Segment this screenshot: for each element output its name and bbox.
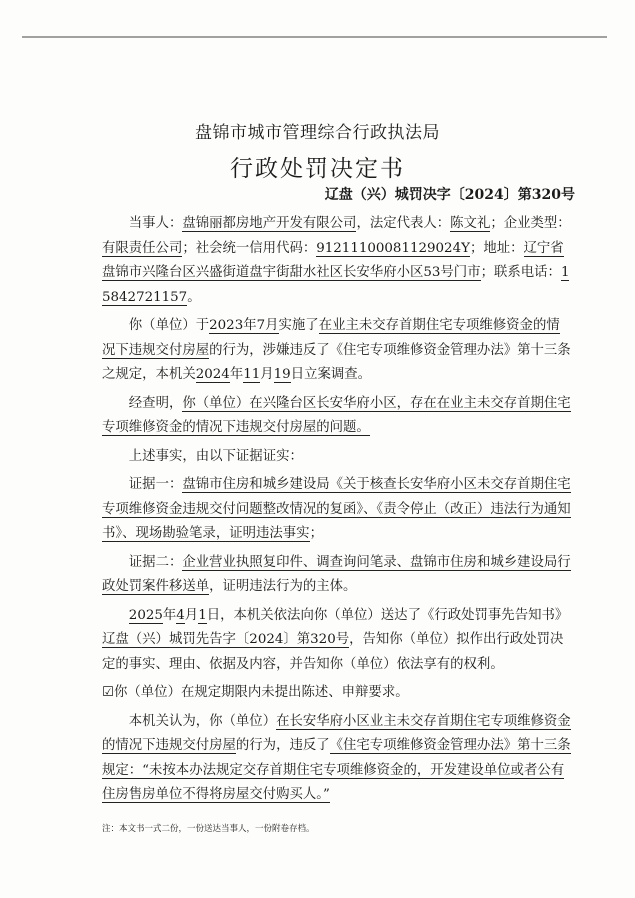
paragraph-conclusion <box>102 710 572 808</box>
paragraph-evidence-1 <box>102 473 572 547</box>
p1-d: 年 <box>229 367 244 382</box>
p1-b: 实施了 <box>278 318 319 333</box>
p6-b: 的行为，违反了 <box>235 738 330 753</box>
party-paragraph <box>102 212 572 310</box>
p5-text: 你（单位）在规定期限内未提出陈述、申辩要求。 <box>114 685 409 700</box>
p2-a: 经查明， <box>128 395 183 411</box>
paragraph-case-filing <box>102 314 572 388</box>
p4-c: 日，本机关依法向你（单位）送达了《行政处罚事先告知书》 <box>206 607 569 623</box>
legal-rep: 陈文礼 <box>450 216 491 231</box>
address-label: ；地址： <box>469 240 524 256</box>
paragraph-no-statement <box>102 681 572 706</box>
p4-year: 2025 <box>128 607 163 623</box>
p1-date: 2023年7月 <box>209 318 279 333</box>
credit-label: ；社会统一信用代码： <box>182 240 317 256</box>
p4-d: ，告知你（单位）拟作出行政处罚决定的事实、理由、依据及内容，并告知你（单位）依法享有的权利。 <box>102 632 564 672</box>
evidence1-label: 证据一： <box>128 477 183 492</box>
p6-a: 本机关认为，你（单位） <box>128 713 277 729</box>
paragraph-evidence-2 <box>102 551 572 600</box>
p4-a: 年 <box>162 607 177 623</box>
p4-b: 月 <box>184 607 199 623</box>
p4-month: 4 <box>176 607 185 623</box>
issuer-name: 盘锦市城市管理综合行政执法局 <box>195 123 440 143</box>
legal-rep-label: ，法定代表人： <box>356 216 451 231</box>
p1-day: 19 <box>273 367 291 382</box>
document-body <box>102 212 572 812</box>
p6-law: 《住宅专项维修资金管理办法》第十三条规定：“未按本办法规定交存首期住宅专项维修资金的，开发建设单位或者公有住房售房单位不得将房屋交付购买人。” <box>102 738 571 802</box>
evidence1-end: ； <box>309 526 323 541</box>
p2-finding: 你（单位）在兴隆台区长安华府小区，存在在业主未交存首期住宅专项维修资金的情况下违规交付房屋的问题。 <box>102 395 571 435</box>
type-label: ；企业类型： <box>490 216 571 231</box>
p1-c: 的行为，涉嫌违反了《住宅专项维修资金管理办法》第十三条之规定，本机关 <box>102 342 571 382</box>
paragraph-notice <box>102 604 572 678</box>
party-end: 。 <box>187 289 201 305</box>
party-name: 盘锦丽都房地产开发有限公司 <box>182 216 357 231</box>
p6-act: 在长安华府小区业主未交存首期住宅专项维修资金的情况下违规交付房屋 <box>102 713 571 753</box>
scan-border-line <box>22 36 607 38</box>
p1-month: 11 <box>243 367 261 382</box>
party-label: 当事人： <box>128 216 183 231</box>
phone-label: ；联系电话： <box>480 265 561 280</box>
p1-act: 在业主未交存首期住宅专项维修资金的情况下违规交付房屋 <box>102 318 560 358</box>
company-type: 有限责任公司 <box>102 240 183 256</box>
p1-e: 月 <box>260 367 274 382</box>
evidence2-content: 企业营业执照复印件、调查询问笔录、盘锦市住房和城乡建设局行政处罚案件移送单 <box>102 554 571 594</box>
p1-a: 你（单位）于 <box>128 318 210 333</box>
evidence1-content: 盘锦市住房和城乡建设局《关于核查长安华府小区未交存首期住宅专项维修资金违规交付问题整改情况的复函》、《责令停止（改正）违法行为通知书》、现场勘验笔录，证明违法事实 <box>102 477 571 541</box>
footnote: 注：本文书一式二份，一份送达当事人，一份附卷存档。 <box>102 824 315 834</box>
p1-year: 2024 <box>195 367 230 382</box>
paragraph-findings <box>102 392 572 441</box>
p4-day: 1 <box>198 607 207 623</box>
document-number: 辽盘（兴）城罚决字〔2024〕第320号 <box>324 187 575 203</box>
evidence2-label: 证据二： <box>128 554 183 570</box>
checkbox-checked-icon: ☑ <box>102 685 115 700</box>
evidence2-end: ，证明违法行为的主体。 <box>209 579 357 594</box>
paragraph-evidence-intro: 上述事实，由以下证据证实： <box>128 448 303 464</box>
p1-f: 日立案调查。 <box>290 367 372 382</box>
address: 辽宁省盘锦市兴隆台区兴盛街道盘宇街甜水社区长安华府小区53号门市 <box>102 240 564 280</box>
phone: 15842721157 <box>102 265 570 305</box>
document-title: 行政处罚决定书 <box>230 156 405 182</box>
p4-notice-no: 辽盘（兴）城罚先告字〔2024〕第320号 <box>102 632 350 647</box>
credit-code: 91211100081129024Y <box>316 240 470 256</box>
